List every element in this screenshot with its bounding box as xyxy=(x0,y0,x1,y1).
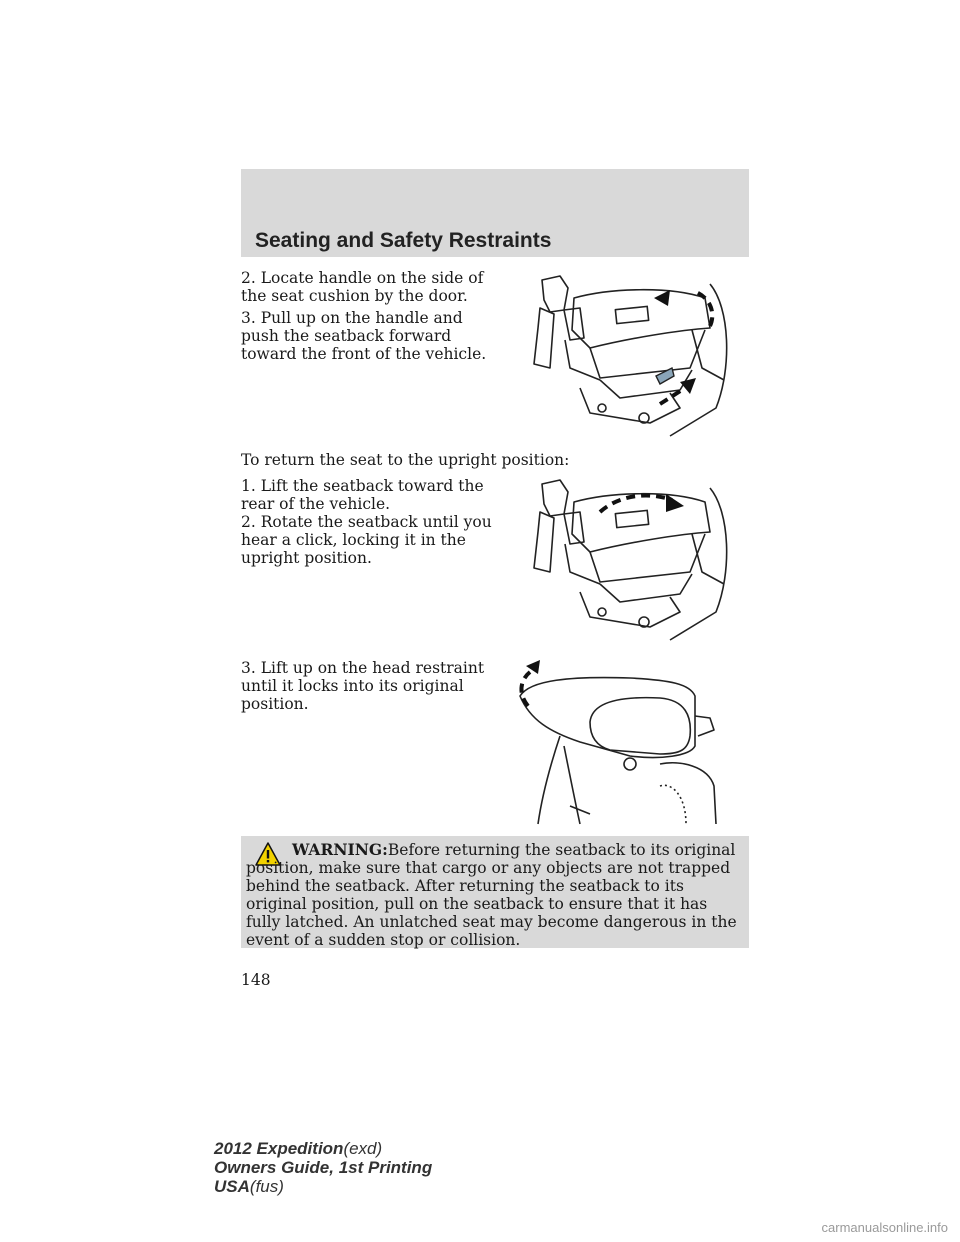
warning-box xyxy=(241,836,749,948)
step-rotate-seatback: 2. Rotate the seatback until you hear a click, locking it in the upright position. xyxy=(241,513,492,567)
footer-model: 2012 Expedition xyxy=(214,1139,344,1158)
footer-market-code: (fus) xyxy=(249,1177,284,1196)
return-intro: To return the seat to the upright position: xyxy=(241,451,570,469)
section-title: Seating and Safety Restraints xyxy=(255,229,552,252)
warning-body: Before returning the seatback to its original position, make sure that cargo or any objects are not trapped behind the seatback. After returning the seatback to its original position, pull on the seatback to ensure that it has fully latched. An unlatched seat may become dangerous in the event of a sudden stop or collision. xyxy=(246,841,737,949)
page-number: 148 xyxy=(241,971,271,989)
step-lift-head-restraint: 3. Lift up on the head restraint until it locks into its original position. xyxy=(241,659,485,713)
document-footer xyxy=(214,1139,432,1196)
head-restraint-illustration xyxy=(510,656,735,826)
warning-message xyxy=(246,841,746,949)
step-pull-handle: 3. Pull up on the handle and push the seatback forward toward the front of the vehicle. xyxy=(241,309,487,363)
footer-model-code: (exd) xyxy=(343,1139,383,1158)
footer-market: USA xyxy=(214,1177,250,1196)
seat-fold-forward-illustration xyxy=(520,268,745,438)
step-lift-seatback: 1. Lift the seatback toward the rear of the vehicle. xyxy=(241,477,484,513)
footer-edition: Owners Guide, 1st Printing xyxy=(214,1158,433,1177)
watermark: carmanualsonline.info xyxy=(821,1220,948,1235)
warning-label: WARNING: xyxy=(292,840,388,859)
step-locate-handle: 2. Locate handle on the side of the seat cushion by the door. xyxy=(241,269,484,305)
section-header xyxy=(241,169,749,257)
seat-return-upright-illustration xyxy=(520,472,745,642)
